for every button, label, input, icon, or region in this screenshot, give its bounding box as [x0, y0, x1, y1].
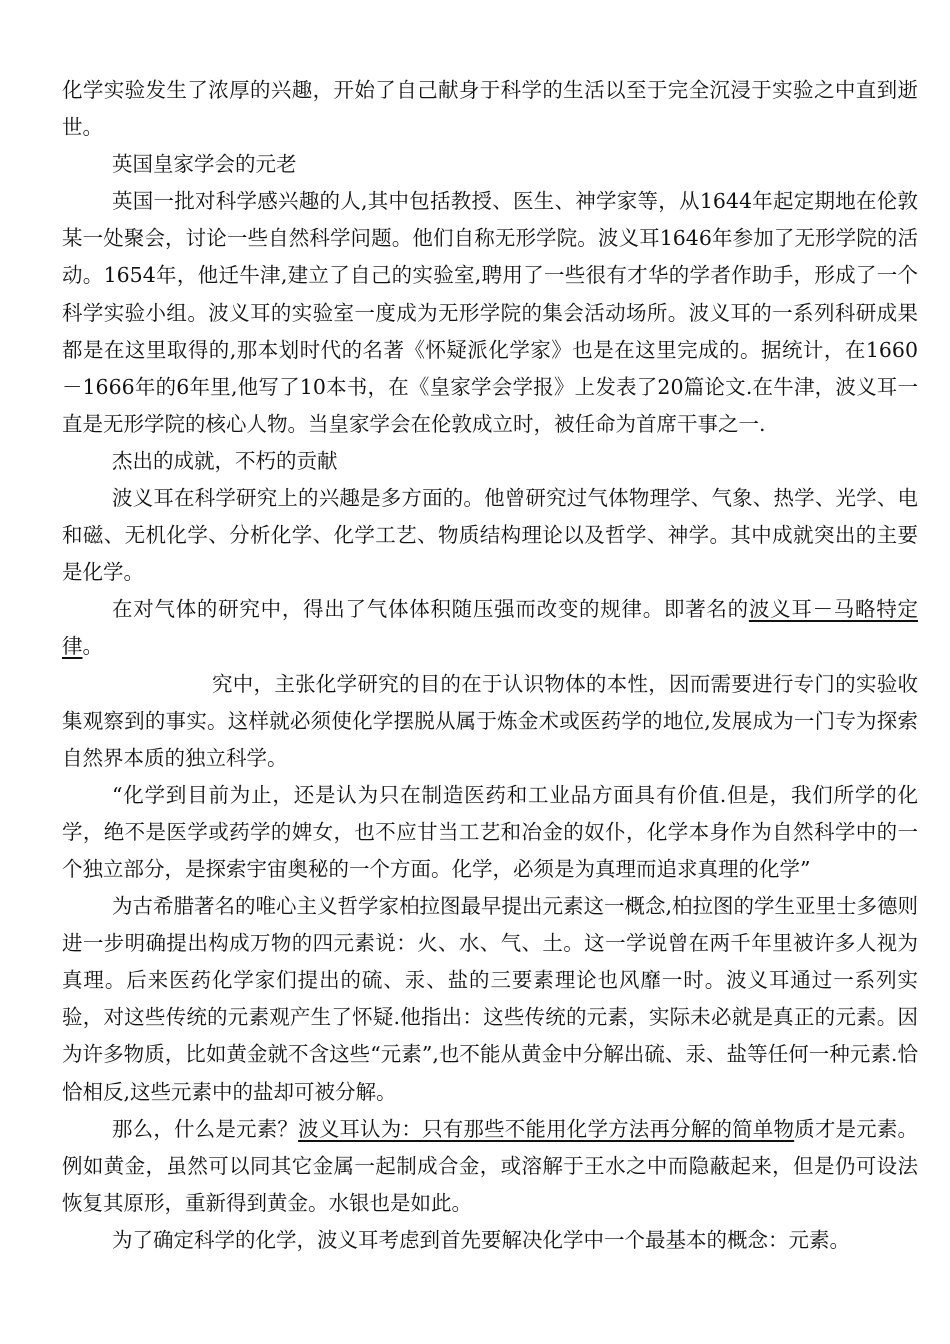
gas-law-text-post: 。 — [82, 634, 103, 659]
section-heading-royal-society: 英国皇家学会的元老 — [112, 152, 297, 177]
paragraph-conclusion: 为了确定科学的化学，波义耳考虑到首先要解决化学中一个最基本的概念：元素。 — [112, 1227, 850, 1252]
gas-law-text-pre: 在对气体的研究中，得出了气体体积随压强而改变的规律。即著名的 — [112, 597, 749, 622]
paragraph-chemistry-purpose: 究中，主张化学研究的目的在于认识物体的本性，因而需要进行专门的实验收集观察到的事实。这样就必须使化学摆脱从属于炼金术或医药学的地位,发展成为一门专为探索自然界本质的独立科学。 — [62, 671, 918, 770]
definition-text-post: 质才是元素。例如黄金，虽然可以同其它金属一起制成合金，或溶解于王水之中而隐蔽起来，但是仍可设法恢复其原形，重新得到黄金。水银也是如此。 — [62, 1116, 919, 1215]
boyle-mariotte-law-link: 波义耳－马略特定律 — [62, 597, 918, 659]
definition-text-pre: 那么，什么是元素？ — [112, 1116, 299, 1141]
paragraph-intro: 化学实验发生了浓厚的兴趣，开始了自己献身于科学的生活以至于完全沉浸于实验之中直到逝世。 — [62, 78, 918, 140]
paragraph-research-interests: 波义耳在科学研究上的兴趣是多方面的。他曾研究过气体物理学、气象、热学、光学、电和磁、无机化学、分析化学、化学工艺、物质结构理论以及哲学、神学。其中成就突出的主要是化学。 — [62, 486, 918, 585]
document-page — [62, 72, 918, 1259]
section-heading-achievements: 杰出的成就，不朽的贡献 — [112, 448, 338, 473]
paragraph-invisible-college: 英国一批对科学感兴趣的人,其中包括教授、医生、神学家等，从1644年起定期地在伦敦某一处聚会，讨论一些自然科学问题。他们自称无形学院。波义耳1646年参加了无形学院的活动。1654年，他迁牛津,建立了自己的实验室,聘用了一些很有才华的学者作助手，形成了一个科学实验小组。波义耳的实验室一度成为无形学院的集会活动场所。波义耳的一系列科研成果都是在这里取得的,那本划时代的名著《怀疑派化学家》也是在这里完成的。据统计，在1660－1666年的6年里,他写了10本书，在《皇家学会学报》上发表了20篇论文.在牛津，波义耳一直是无形学院的核心人物。当皇家学会在伦敦成立时，被任命为首席干事之一. — [62, 189, 918, 436]
paragraph-quote: “化学到目前为止，还是认为只在制造医药和工业品方面具有价值.但是，我们所学的化学，绝不是医学或药学的婢女，也不应甘当工艺和冶金的奴仆，化学本身作为自然科学中的一个独立部分，是探索宇宙奥秘的一个方面。化学，必须是为真理而追求真理的化学” — [62, 782, 918, 881]
element-definition-underlined: 波义耳认为：只有那些不能用化学方法再分解的简单物 — [298, 1116, 795, 1141]
paragraph-element-definition — [62, 1111, 918, 1222]
paragraph-elements-history: 为古希腊著名的唯心主义哲学家柏拉图最早提出元素这一概念,柏拉图的学生亚里士多德则进一步明确提出构成万物的四元素说：火、水、气、土。这一学说曾在两千年里被许多人视为真理。后来医药化学家们提出的硫、汞、盐的三要素理论也风靡一时。波义耳通过一系列实验，对这些传统的元素观产生了怀疑.他指出：这些传统的元素，实际未必就是真正的元素。因为许多物质，比如黄金就不含这些“元素”,也不能从黄金中分解出硫、汞、盐等任何一种元素.恰恰相反,这些元素中的盐却可被分解。 — [62, 894, 919, 1104]
paragraph-gas-law — [62, 591, 918, 665]
